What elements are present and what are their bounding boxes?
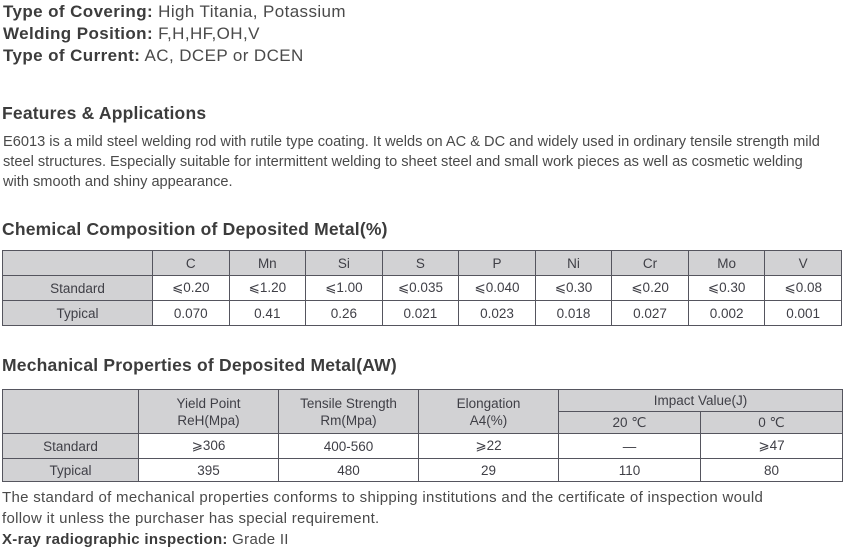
cell: 395 bbox=[139, 459, 279, 482]
mechanical-properties-table bbox=[2, 389, 843, 482]
features-line: steel structures. Especially suitable for intermittent welding to sheet steel and small work pieces as well as cosmetic welding bbox=[3, 154, 803, 170]
cell: 0.26 bbox=[306, 301, 383, 326]
spec-label: Type of Covering: bbox=[3, 2, 154, 21]
table-row-typical bbox=[3, 301, 842, 326]
spec-value: F,H,HF,OH,V bbox=[153, 24, 260, 43]
column-header: Cr bbox=[612, 251, 689, 276]
chemical-heading: Chemical Composition of Deposited Metal(%) bbox=[2, 219, 388, 239]
spec-label: Welding Position: bbox=[3, 24, 154, 43]
cell: ⩾306 bbox=[139, 434, 279, 459]
column-header-impact-value: Impact Value(J) bbox=[559, 390, 843, 412]
footer-line: follow it unless the purchaser has special requirement. bbox=[2, 510, 380, 527]
column-header-line: ReH(Mpa) bbox=[177, 412, 240, 428]
column-header-tensile-strength bbox=[279, 390, 419, 434]
features-line: with smooth and shiny appearance. bbox=[3, 174, 233, 190]
spec-value: High Titania, Potassium bbox=[153, 2, 346, 21]
row-label: Typical bbox=[3, 301, 153, 326]
cell: 0.002 bbox=[688, 301, 765, 326]
features-paragraph bbox=[3, 132, 820, 192]
column-header: Mn bbox=[229, 251, 306, 276]
cell: 110 bbox=[559, 459, 701, 482]
spec-lines bbox=[3, 1, 346, 67]
column-header: Si bbox=[306, 251, 383, 276]
column-header-elongation bbox=[419, 390, 559, 434]
row-label: Standard bbox=[3, 276, 153, 301]
cell: 400-560 bbox=[279, 434, 419, 459]
column-header: V bbox=[765, 251, 842, 276]
cell: ⩾47 bbox=[701, 434, 843, 459]
cell: 0.070 bbox=[153, 301, 230, 326]
column-subheader-20c: 20 ℃ bbox=[559, 412, 701, 434]
cell: ⩽0.20 bbox=[612, 276, 689, 301]
mechanical-heading: Mechanical Properties of Deposited Metal(AW) bbox=[2, 355, 397, 375]
footer-notes bbox=[2, 487, 763, 549]
cell: — bbox=[559, 434, 701, 459]
xray-line bbox=[2, 529, 763, 549]
spec-value: AC, DCEP or DCEN bbox=[140, 46, 304, 65]
table-header-row bbox=[3, 390, 843, 412]
features-heading: Features & Applications bbox=[2, 103, 207, 123]
cell: ⩾22 bbox=[419, 434, 559, 459]
column-header: S bbox=[382, 251, 459, 276]
cell: ⩽1.20 bbox=[229, 276, 306, 301]
cell: ⩽0.20 bbox=[153, 276, 230, 301]
cell: 480 bbox=[279, 459, 419, 482]
column-subheader-0c: 0 ℃ bbox=[701, 412, 843, 434]
cell: 0.027 bbox=[612, 301, 689, 326]
column-header: Mo bbox=[688, 251, 765, 276]
spec-label: Type of Current: bbox=[3, 46, 141, 65]
chemical-composition-table bbox=[2, 250, 842, 326]
corner-cell bbox=[3, 251, 153, 276]
column-header-line: Elongation bbox=[456, 395, 521, 411]
cell: ⩽1.00 bbox=[306, 276, 383, 301]
cell: 80 bbox=[701, 459, 843, 482]
column-header: C bbox=[153, 251, 230, 276]
row-label: Typical bbox=[3, 459, 139, 482]
xray-label: X-ray radiographic inspection: bbox=[2, 531, 228, 548]
spec-line-position bbox=[3, 23, 346, 45]
cell: ⩽0.08 bbox=[765, 276, 842, 301]
xray-value: Grade II bbox=[227, 531, 289, 548]
footer-line: The standard of mechanical properties conforms to shipping institutions and the certificate of inspection would bbox=[2, 489, 764, 506]
cell: 0.021 bbox=[382, 301, 459, 326]
cell: 29 bbox=[419, 459, 559, 482]
column-header-line: Tensile Strength bbox=[300, 395, 397, 411]
cell: ⩽0.035 bbox=[382, 276, 459, 301]
cell: ⩽0.30 bbox=[688, 276, 765, 301]
table-row-standard bbox=[3, 434, 843, 459]
column-header-line: Yield Point bbox=[176, 395, 241, 411]
cell: ⩽0.30 bbox=[535, 276, 612, 301]
spec-line-covering bbox=[3, 1, 346, 23]
cell: ⩽0.040 bbox=[459, 276, 536, 301]
cell: 0.023 bbox=[459, 301, 536, 326]
column-header-line: A4(%) bbox=[469, 412, 508, 428]
table-row-standard bbox=[3, 276, 842, 301]
table-row-typical bbox=[3, 459, 843, 482]
cell: 0.001 bbox=[765, 301, 842, 326]
features-line: E6013 is a mild steel welding rod with rutile type coating. It welds on AC & DC and widely used in ordinary tensile strength mild bbox=[3, 134, 820, 150]
cell: 0.018 bbox=[535, 301, 612, 326]
cell: 0.41 bbox=[229, 301, 306, 326]
column-header-yield-point bbox=[139, 390, 279, 434]
corner-cell bbox=[3, 390, 139, 434]
spec-line-current bbox=[3, 45, 346, 67]
table-header-row bbox=[3, 251, 842, 276]
column-header-line: Rm(Mpa) bbox=[320, 412, 377, 428]
column-header: P bbox=[459, 251, 536, 276]
row-label: Standard bbox=[3, 434, 139, 459]
column-header: Ni bbox=[535, 251, 612, 276]
